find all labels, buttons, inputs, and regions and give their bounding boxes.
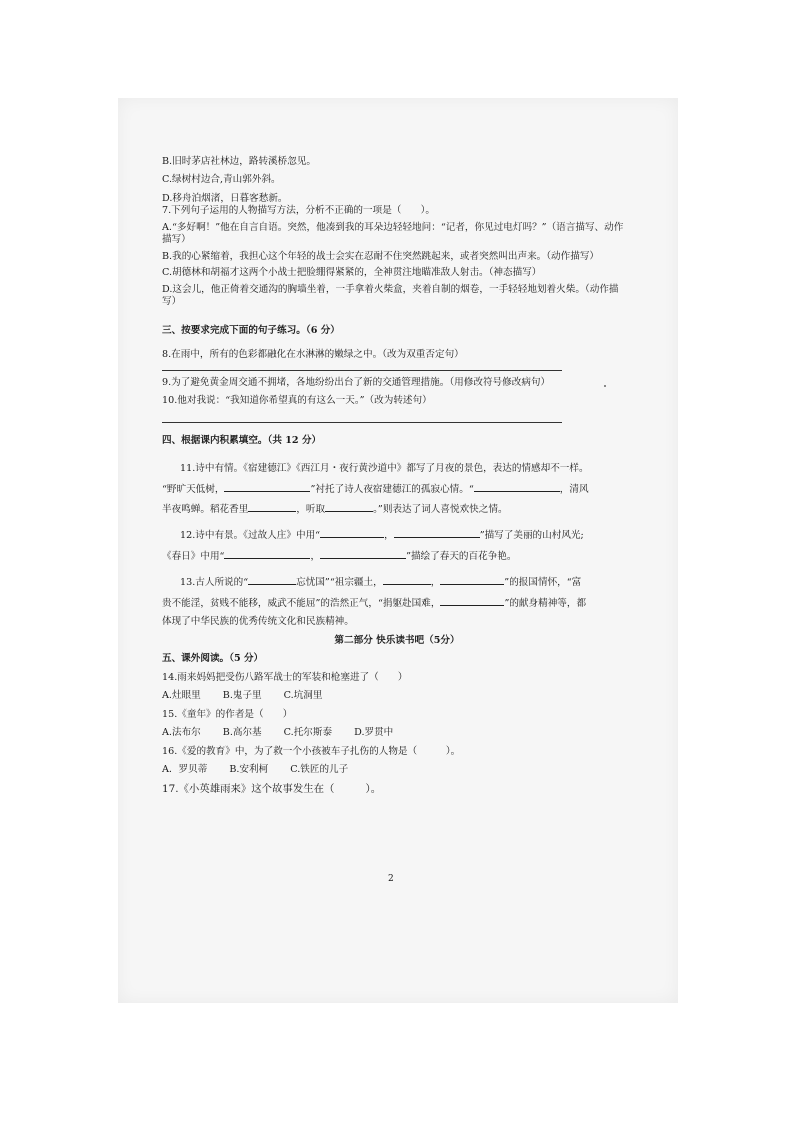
section4-heading: 四、根据课内积累填空。（共 12 分） (162, 434, 322, 446)
section5-heading: 五、课外阅读。（5 分） (162, 653, 264, 665)
q14-stem: 14.雨来妈妈把受伤八路军战士的军装和枪塞进了（ ） (162, 671, 408, 683)
q14-option-c[interactable]: C.坑洞里 (283, 690, 323, 702)
q11-blank-4[interactable] (325, 502, 373, 512)
q15-option-a[interactable]: A.法布尔 (162, 727, 201, 739)
q13-blank-3[interactable] (440, 575, 504, 585)
q14-option-b[interactable]: B.鬼子里 (222, 690, 262, 702)
q13-text-3: ， (430, 577, 441, 589)
q15-stem: 15.《童年》的作者是（ ） (162, 708, 293, 720)
q15-option-b[interactable]: B.高尔基 (222, 727, 262, 739)
q13-blank-1[interactable] (248, 575, 296, 585)
q10-text: 10.他对我说：“我知道你希望真的有这么一天。”（改为转述句） (162, 395, 432, 407)
section3-heading: 三、按要求完成下面的句子练习。（6 分） (162, 324, 340, 336)
q13-text-1: 13.古人所说的“ (180, 577, 249, 589)
q12-line1 (162, 528, 632, 542)
q16-stem: 16.《爱的教育》中，为了救一个小孩被车子扎伤的人物是（ ）。 (162, 745, 461, 757)
q15-option-c[interactable]: C.托尔斯泰 (283, 727, 333, 739)
q7-option-d: D.这会儿，他正倚着交通沟的胸墙坐着，一手拿着火柴盒，夹着自制的烟卷，一手轻轻地划着火柴。（动作描写） (162, 283, 619, 308)
q11-blank-2[interactable] (474, 482, 560, 492)
q17-stem: 17.《小英雄雨来》这个故事发生在（ ）。 (162, 782, 382, 795)
q11-line2 (162, 482, 632, 496)
q7-option-a: A.“多好啊！”他在自言自语。突然，他凑到我的耳朵边轻轻地问：“记者，你见过电灯吗？”（语言描写、动作描写） (162, 221, 624, 246)
q6-option-b: B.旧时茅店社林边，路转溪桥忽见。 (162, 156, 317, 167)
q12-text-2: ， (384, 530, 394, 542)
q16-option-b[interactable]: B.安利柯 (229, 764, 269, 776)
part2-heading: 第二部分 快乐读书吧（5分） (334, 634, 460, 646)
q13-text-4: ”的报国情怀，“富 (504, 577, 582, 589)
q11-text-3: ，清风 (559, 483, 589, 495)
q13-line2 (162, 596, 632, 610)
q12-text-5: ， (310, 550, 321, 562)
q11-intro: 11.诗中有情。《宿建德江》《西江月・夜行黄沙道中》都写了月夜的景色，表达的情感却不一样。 (180, 463, 589, 475)
q16-option-c[interactable]: C.铁匠的儿子 (290, 764, 349, 776)
q13-line1 (162, 575, 632, 589)
q15-options (162, 727, 632, 739)
q7-option-c: C.胡德林和胡福才这两个小战士把脸绷得紧紧的，全神贯注地瞄准敌人射击。（神态描写） (162, 267, 542, 279)
q14-option-a[interactable]: A.灶眼里 (162, 690, 201, 702)
q11-text-2: ”衬托了诗人夜宿建德江的孤寂心情。“ (310, 483, 474, 495)
q12-line2 (162, 549, 632, 563)
q13-line3: 体现了中华民族的优秀传统文化和民族精神。 (162, 616, 354, 628)
q15-option-d[interactable]: D.罗贯中 (354, 727, 394, 739)
q16-option-a[interactable]: A．罗贝蒂 (162, 764, 208, 776)
q12-text-1: 12.诗中有景。《过故人庄》中用“ (180, 530, 321, 542)
q13-blank-2[interactable] (383, 575, 431, 585)
q12-blank-4[interactable] (320, 549, 406, 559)
q6-option-d: D.移舟泊烟渚，日暮客愁新。 (162, 192, 288, 204)
page-number: 2 (388, 874, 394, 884)
exam-content (162, 156, 632, 796)
q12-blank-2[interactable] (394, 528, 480, 538)
q12-text-6: ”描绘了春天的百花争艳。 (406, 550, 517, 562)
q12-blank-1[interactable] (320, 528, 384, 538)
q13-text-5: 贵不能淫，贫贱不能移，威武不能屈”的浩然正气，“捐躯赴国难， (162, 597, 441, 609)
q13-text-6: ”的献身精神等，都 (504, 597, 587, 609)
q11-text-5: ，听取 (296, 503, 326, 515)
q10-answer-line[interactable] (162, 422, 562, 423)
q16-options (162, 764, 632, 776)
q11-text-6: 。”则表达了词人喜悦欢快之情。 (373, 503, 508, 515)
q11-line3 (162, 502, 632, 516)
q11-blank-1[interactable] (224, 482, 310, 492)
q11-text-1: “野旷天低树， (162, 483, 225, 495)
q6-option-c: C.绿树村边合,青山郭外斜。 (162, 174, 281, 186)
q11-text-4: 半夜鸣蝉。稻花香里 (162, 503, 249, 515)
q7-stem: 7.下列句子运用的人物描写方法，分析不正确的一项是（ ）。 (162, 205, 435, 217)
q12-text-4: 《春日》中用“ (162, 550, 225, 562)
q12-text-3: ”描写了美丽的山村风光; (479, 530, 584, 542)
q11-blank-3[interactable] (248, 502, 296, 512)
q13-text-2: 忘忧国”“祖宗疆土， (296, 577, 383, 589)
q8-answer-line[interactable] (162, 370, 562, 371)
q14-options (162, 690, 632, 702)
q7-option-b: B.我的心紧缩着，我担心这个年轻的战士会实在忍耐不住突然跳起来，或者突然叫出声来。（动作描写） (162, 250, 600, 262)
q8-text: 8.在雨中，所有的色彩都融化在水淋淋的嫩绿之中。（改为双重否定句） (162, 349, 464, 361)
q9-text: 9.为了避免黄金周交通不拥堵，各地纷纷出台了新的交通管理措施。（用修改符号修改病句） (162, 376, 551, 388)
q12-blank-3[interactable] (224, 549, 310, 559)
q13-blank-4[interactable] (440, 596, 504, 606)
